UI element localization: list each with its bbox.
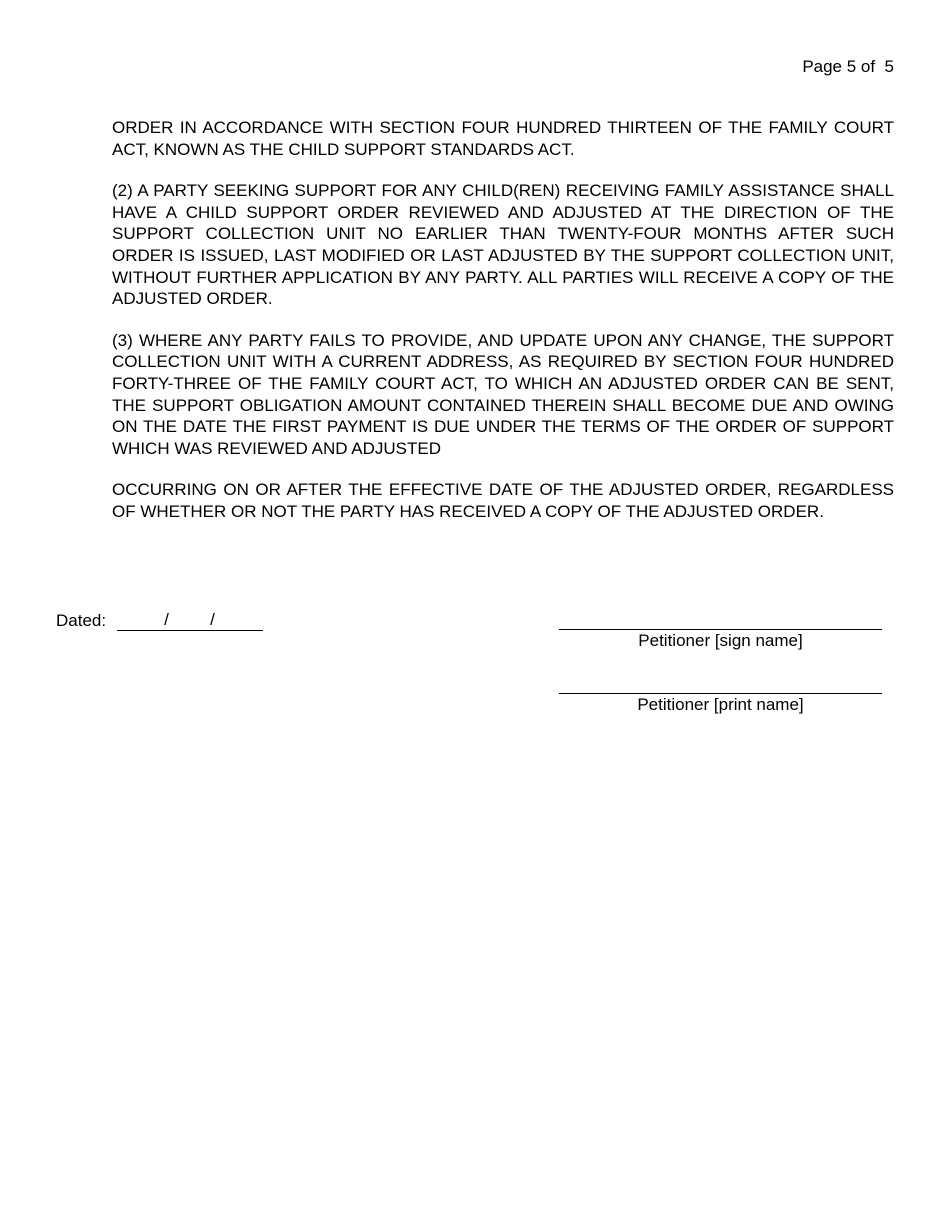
paragraph-review-adjustment: (2) A PARTY SEEKING SUPPORT FOR ANY CHILD(REN) RECEIVING FAMILY ASSISTANCE SHALL HAVE A CHILD SUPPORT ORDER REVIEWED AND ADJUSTED AT THE DIRECTION OF THE SUPPORT COLLECTION UNIT NO EARLIER THAN TWENTY-FOUR MONTHS AFTER SUCH ORDER IS ISSUED, LAST MODIFIED OR LAST ADJUSTED BY THE SUPPORT COLLECTION UNIT, WITHOUT FURTHER APPLICATION BY ANY PARTY. ALL PARTIES WILL RECEIVE A COPY OF THE ADJUSTED ORDER. [112, 181, 894, 309]
date-slash-month-day: / [164, 610, 169, 629]
date-slash-day-year: / [210, 610, 215, 629]
petitioner-print-line[interactable] [559, 693, 882, 694]
paragraph-effective-date: OCCURRING ON OR AFTER THE EFFECTIVE DATE OF THE ADJUSTED ORDER, REGARDLESS OF WHETHER OR NOT THE PARTY HAS RECEIVED A COPY OF THE ADJUSTED ORDER. [112, 480, 894, 521]
dated-label: Dated: [56, 611, 107, 630]
document-body [112, 117, 894, 543]
page-number: Page 5 of 5 [802, 57, 894, 76]
date-blank-line[interactable] [117, 610, 263, 631]
dated-field [56, 610, 263, 631]
petitioner-sign-line[interactable] [559, 629, 882, 630]
petitioner-print-label: Petitioner [print name] [637, 695, 804, 714]
paragraph-child-support-standards: ORDER IN ACCORDANCE WITH SECTION FOUR HUNDRED THIRTEEN OF THE FAMILY COURT ACT, KNOWN AS THE CHILD SUPPORT STANDARDS ACT. [112, 118, 894, 159]
petitioner-print-block [559, 693, 882, 715]
paragraph-address-requirement: (3) WHERE ANY PARTY FAILS TO PROVIDE, AND UPDATE UPON ANY CHANGE, THE SUPPORT COLLECTION UNIT WITH A CURRENT ADDRESS, AS REQUIRED BY SECTION FOUR HUNDRED FORTY-THREE OF THE FAMILY COURT ACT, TO WHICH AN ADJUSTED ORDER CAN BE SENT, THE SUPPORT OBLIGATION AMOUNT CONTAINED THEREIN SHALL BECOME DUE AND OWING ON THE DATE THE FIRST PAYMENT IS DUE UNDER THE TERMS OF THE ORDER OF SUPPORT WHICH WAS REVIEWED AND ADJUSTED [112, 330, 894, 458]
petitioner-sign-block [559, 629, 882, 651]
petitioner-sign-label: Petitioner [sign name] [638, 631, 803, 650]
